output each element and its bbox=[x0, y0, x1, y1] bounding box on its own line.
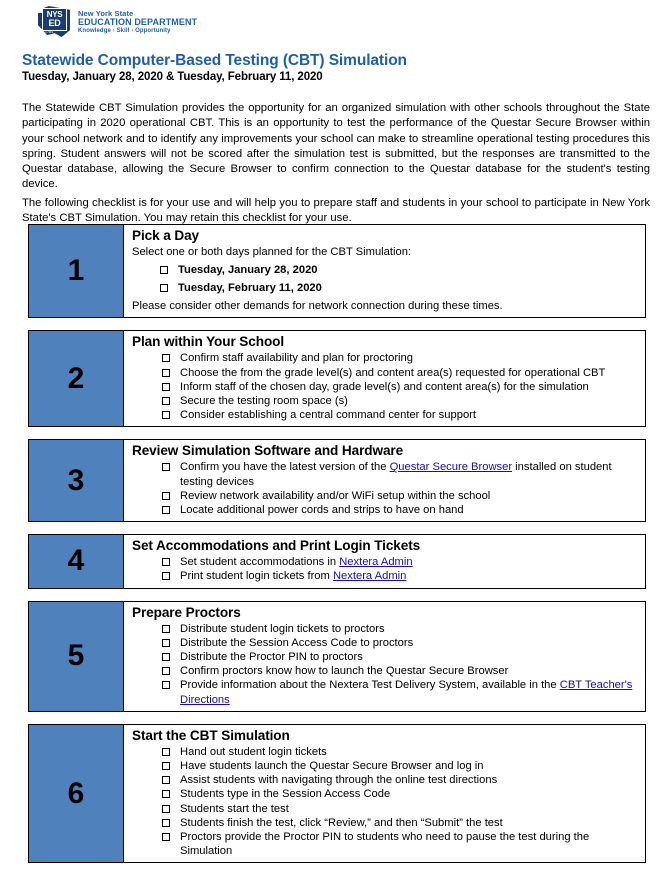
item-text-before: Confirm you have the latest version of the bbox=[180, 461, 390, 474]
checklist-item[interactable] bbox=[162, 650, 639, 664]
logo-line-new-york-state: New York State bbox=[78, 8, 134, 18]
step-number-6: 6 bbox=[29, 725, 124, 863]
step-content bbox=[124, 602, 645, 711]
checklist-item[interactable] bbox=[162, 802, 639, 816]
checkbox-icon[interactable] bbox=[162, 762, 170, 770]
item-text-before: Print student login tickets from bbox=[180, 570, 333, 583]
checkbox-icon[interactable] bbox=[160, 266, 168, 274]
checkbox-icon[interactable] bbox=[162, 748, 170, 756]
step-tail-text: Please consider other demands for network connection during these times. bbox=[132, 300, 503, 313]
checkbox-icon[interactable] bbox=[162, 653, 170, 661]
checklist-item-label: Secure the testing room space (s) bbox=[180, 395, 348, 408]
tagline-separator-1: › bbox=[112, 28, 115, 35]
checklist-item[interactable] bbox=[162, 759, 639, 773]
tagline-skill: Skill bbox=[116, 28, 130, 35]
checkbox-icon[interactable] bbox=[162, 625, 170, 633]
checkbox-icon[interactable] bbox=[162, 667, 170, 675]
step-heading: Start the CBT Simulation bbox=[132, 727, 290, 743]
checklist-item-label bbox=[180, 569, 639, 583]
checklist-item[interactable] bbox=[162, 394, 639, 408]
checkbox-icon[interactable] bbox=[162, 383, 170, 391]
checklist-item[interactable] bbox=[162, 816, 639, 830]
checklist-item-label: Locate additional power cords and strips to have on hand bbox=[180, 504, 464, 517]
checklist-item[interactable] bbox=[162, 773, 639, 787]
checklist-item-label: Consider establishing a central command center for support bbox=[180, 409, 476, 422]
checkbox-icon[interactable] bbox=[162, 492, 170, 500]
checklist-item-label: Inform staff of the chosen day, grade level(s) and content area(s) for the simulation bbox=[180, 380, 589, 393]
checkbox-icon[interactable] bbox=[162, 639, 170, 647]
checklist-item[interactable] bbox=[162, 830, 639, 858]
step-heading: Review Simulation Software and Hardware bbox=[132, 443, 404, 459]
checklist-item[interactable] bbox=[162, 489, 639, 503]
logo-tagline bbox=[78, 28, 197, 34]
checklist-item[interactable] bbox=[160, 263, 639, 277]
step-number-3: 3 bbox=[29, 440, 124, 521]
checklist-item-label: Proctors provide the Proctor PIN to students who need to pause the test during the Simulation bbox=[180, 831, 590, 858]
checklist-item-label: Review network availability and/or WiFi setup within the school bbox=[180, 489, 491, 502]
step-number-5: 5 bbox=[29, 602, 124, 711]
logo-wordmark bbox=[78, 10, 197, 35]
checklist-table bbox=[28, 224, 646, 875]
intro-paragraph-2: The following checklist is for your use and will help you to prepare staff and students in your school to participate in New York State's CBT Simulation. You may retain this checklist for your use. bbox=[22, 197, 650, 225]
checkbox-icon[interactable] bbox=[162, 558, 170, 566]
checkbox-icon[interactable] bbox=[162, 572, 170, 580]
step-lead-text: Select one or both days planned for the CBT Simulation: bbox=[132, 246, 412, 258]
checklist-item-label: Choose the from the grade level(s) and content area(s) requested for operational CBT bbox=[180, 366, 606, 379]
checklist-item[interactable] bbox=[162, 636, 639, 650]
hyperlink[interactable]: Nextera Admin bbox=[339, 556, 413, 569]
checklist-item[interactable] bbox=[162, 745, 639, 759]
checklist-item-label: Distribute the Proctor PIN to proctors bbox=[180, 651, 363, 664]
step-content bbox=[124, 331, 645, 426]
checkbox-icon[interactable] bbox=[162, 681, 170, 689]
step-number-1: 1 bbox=[29, 225, 124, 317]
checkbox-icon[interactable] bbox=[160, 284, 168, 292]
nysed-seal-icon bbox=[38, 4, 72, 40]
checklist-item[interactable] bbox=[162, 555, 639, 569]
step-checklist-items bbox=[132, 263, 639, 295]
checklist-item-label: Hand out student login tickets bbox=[180, 745, 327, 758]
checklist-row bbox=[28, 601, 646, 712]
step-content bbox=[124, 725, 645, 863]
checklist-item-label: Students finish the test, click “Review,” and then “Submit” the test bbox=[180, 816, 503, 829]
checklist-item[interactable] bbox=[162, 408, 639, 422]
checkbox-icon[interactable] bbox=[162, 833, 170, 841]
checklist-item-label: Distribute the Session Access Code to proctors bbox=[180, 636, 414, 649]
checklist-item[interactable] bbox=[162, 787, 639, 801]
checkbox-icon[interactable] bbox=[162, 369, 170, 377]
step-content bbox=[124, 535, 645, 587]
checkbox-icon[interactable] bbox=[162, 463, 170, 471]
step-checklist-items bbox=[132, 622, 639, 707]
checkbox-icon[interactable] bbox=[162, 819, 170, 827]
checklist-item[interactable] bbox=[162, 380, 639, 394]
item-text-after: installed on student testing devices bbox=[180, 461, 612, 488]
step-checklist-items bbox=[132, 745, 639, 859]
checkbox-icon[interactable] bbox=[162, 397, 170, 405]
checklist-item-label: Tuesday, January 28, 2020 bbox=[178, 264, 318, 276]
step-content bbox=[124, 440, 645, 521]
step-heading: Plan within Your School bbox=[132, 334, 285, 350]
hyperlink[interactable]: Questar Secure Browser bbox=[389, 461, 513, 474]
checklist-item[interactable] bbox=[162, 366, 639, 380]
logo-mark-year: 1784 bbox=[45, 30, 54, 34]
checkbox-icon[interactable] bbox=[162, 790, 170, 798]
page-subtitle: Tuesday, January 28, 2020 & Tuesday, February 11, 2020 bbox=[22, 71, 323, 83]
hyperlink[interactable]: CBT Teacher's Directions bbox=[180, 679, 633, 706]
item-text-before: Set student accommodations in bbox=[180, 556, 340, 569]
checklist-item[interactable] bbox=[162, 351, 639, 365]
logo-mark-nys: NYS bbox=[46, 10, 63, 19]
item-text-before: Provide information about the Nextera Test Delivery System, available in the bbox=[180, 679, 560, 692]
logo-mark-ed: ED bbox=[48, 18, 61, 28]
step-heading: Set Accommodations and Print Login Tickets bbox=[132, 538, 421, 554]
logo-line-education-department: EDUCATION DEPARTMENT bbox=[78, 17, 198, 28]
checkbox-icon[interactable] bbox=[162, 506, 170, 514]
step-number-4: 4 bbox=[29, 535, 124, 587]
step-heading: Pick a Day bbox=[132, 228, 200, 243]
step-content bbox=[124, 225, 645, 317]
checklist-item[interactable] bbox=[162, 460, 639, 488]
checklist-item[interactable] bbox=[162, 569, 639, 583]
checkbox-icon[interactable] bbox=[162, 776, 170, 784]
intro-paragraph-1: The Statewide CBT Simulation provides the opportunity for an organized simulation with other schools throughout the State participating in 2020 operational CBT. This is an opportunity to test the performance of the Questar Secure Browser within your school network and to identify any improvements your school can make to streamline operational testing procedures this spring. Student answers will not be scored after the simulation test is submitted, but the responses are transmitted to the Questar database, allowing the Secure Browser to confirm connection to the Questar database for the student's testing device. bbox=[22, 102, 650, 191]
checklist-item-label bbox=[180, 678, 639, 706]
nysed-logo bbox=[38, 4, 197, 40]
checklist-item-label: Students type in the Session Access Code bbox=[180, 788, 391, 801]
step-checklist-items bbox=[132, 460, 639, 517]
checklist-item-label: Confirm staff availability and plan for proctoring bbox=[180, 352, 413, 365]
tagline-knowledge: Knowledge bbox=[78, 28, 111, 35]
tagline-opportunity: Opportunity bbox=[135, 28, 171, 35]
checklist-row bbox=[28, 724, 646, 864]
checklist-item[interactable] bbox=[160, 281, 639, 295]
page-title: Statewide Computer-Based Testing (CBT) Simulation bbox=[22, 52, 407, 69]
checklist-item-label: Students start the test bbox=[180, 802, 289, 815]
checklist-item[interactable] bbox=[162, 622, 639, 636]
checklist-row bbox=[28, 224, 646, 318]
checklist-item[interactable] bbox=[162, 678, 639, 706]
checklist-item-label: Tuesday, February 11, 2020 bbox=[178, 282, 322, 295]
checklist-item-label bbox=[180, 555, 639, 569]
step-number-2: 2 bbox=[29, 331, 124, 426]
step-heading: Prepare Proctors bbox=[132, 604, 241, 620]
nysed-monogram bbox=[42, 8, 67, 31]
step-checklist-items bbox=[132, 555, 639, 583]
checklist-item-label: Distribute student login tickets to proctors bbox=[180, 622, 385, 635]
hyperlink[interactable]: Nextera Admin bbox=[332, 570, 407, 583]
checklist-item-label: Have students launch the Questar Secure Browser and log in bbox=[180, 760, 484, 773]
checkbox-icon[interactable] bbox=[162, 805, 170, 813]
step-checklist-items bbox=[132, 351, 639, 422]
checkbox-icon[interactable] bbox=[162, 354, 170, 362]
checklist-item-label bbox=[180, 460, 639, 488]
checklist-item-label: Assist students with navigating through the online test directions bbox=[180, 774, 498, 787]
checklist-row bbox=[28, 534, 646, 588]
checklist-item[interactable] bbox=[162, 503, 639, 517]
checklist-row bbox=[28, 439, 646, 522]
checklist-item-label: Confirm proctors know how to launch the Questar Secure Browser bbox=[180, 665, 509, 678]
checklist-row bbox=[28, 330, 646, 427]
tagline-separator-2: › bbox=[131, 28, 134, 35]
checkbox-icon[interactable] bbox=[162, 411, 170, 419]
checklist-item[interactable] bbox=[162, 664, 639, 678]
